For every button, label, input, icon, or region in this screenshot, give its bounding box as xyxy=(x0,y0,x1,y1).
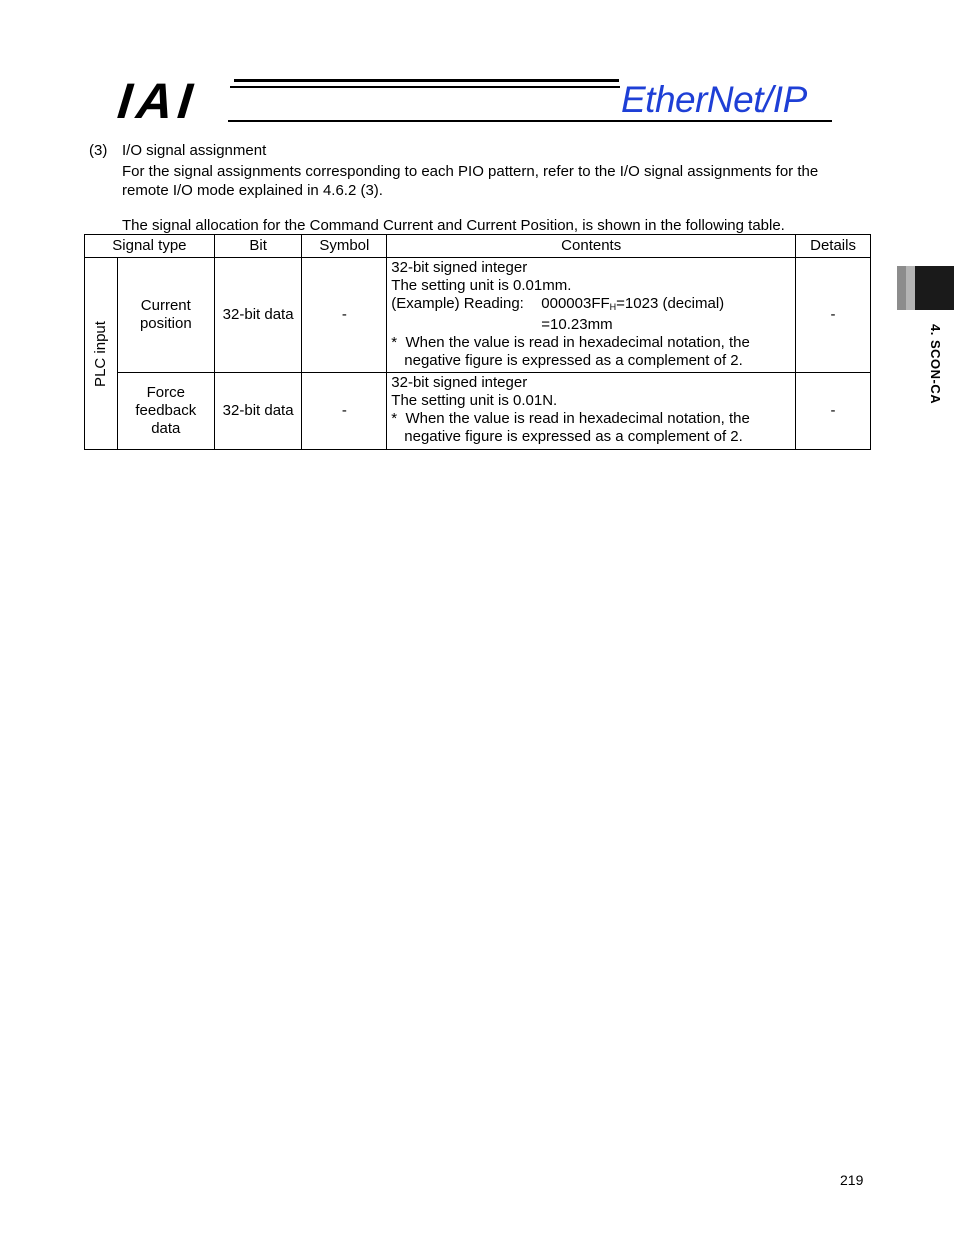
table-row xyxy=(85,258,871,373)
chapter-label: 4. SCON-CA xyxy=(928,324,943,405)
note-line xyxy=(391,334,791,352)
details-cell: - xyxy=(796,258,871,373)
hex-subscript: H xyxy=(609,302,617,312)
header-details: Details xyxy=(796,235,871,258)
details-cell: - xyxy=(796,373,871,450)
example-decimal: =1023 (decimal) xyxy=(616,295,725,312)
contents-line: The setting unit is 0.01N. xyxy=(391,392,558,409)
contents-line: The setting unit is 0.01mm. xyxy=(391,277,572,294)
header-rule-top xyxy=(234,79,619,82)
note-mark: * xyxy=(391,410,398,427)
note-text: When the value is read in hexadecimal notation, the xyxy=(405,410,750,427)
signal-cell: Current position xyxy=(117,258,214,373)
paragraph-signal-assignment: For the signal assignments corresponding to each PIO pattern, refer to the I/O signal assignments for the remote I/O mode explained in 4.6.2 (3). xyxy=(122,163,819,199)
symbol-cell: - xyxy=(302,258,387,373)
header-rule-bottom xyxy=(228,120,832,122)
example-value: 000003FF xyxy=(541,295,610,312)
tab-block xyxy=(915,266,954,310)
table-header-row xyxy=(85,235,871,258)
example-line xyxy=(391,295,791,316)
bit-cell: 32-bit data xyxy=(214,258,302,373)
tab-stripe xyxy=(906,266,915,310)
symbol-cell: - xyxy=(302,373,387,450)
contents-cell xyxy=(387,258,796,373)
header-symbol: Symbol xyxy=(302,235,387,258)
iai-logo: IAI xyxy=(115,73,200,129)
example-continuation: =10.23mm xyxy=(541,316,613,333)
signal-table xyxy=(84,234,871,450)
header-signal-type: Signal type xyxy=(85,235,215,258)
header-contents: Contents xyxy=(387,235,796,258)
contents-line: 32-bit signed integer xyxy=(391,259,528,276)
note-text: When the value is read in hexadecimal notation, the xyxy=(405,334,750,351)
group-cell xyxy=(85,258,118,450)
page-header xyxy=(115,73,836,129)
note-line: negative figure is expressed as a complement of 2. xyxy=(404,428,743,445)
ethernet-ip-logo: EtherNet/IP xyxy=(621,79,807,120)
signal-cell: Force feedback data xyxy=(117,373,214,450)
contents-cell xyxy=(387,373,796,450)
table-row xyxy=(85,373,871,450)
plc-input-label: PLC input xyxy=(91,320,109,387)
page-number: 219 xyxy=(840,1172,864,1188)
note-line: negative figure is expressed as a complement of 2. xyxy=(404,352,743,369)
section-number: (3) xyxy=(89,142,108,159)
contents-line: 32-bit signed integer xyxy=(391,374,528,391)
section-title: I/O signal assignment xyxy=(122,142,267,159)
section-heading xyxy=(89,142,266,159)
example-label: (Example) Reading: xyxy=(391,295,524,312)
tab-stripe xyxy=(897,266,906,310)
header-bit: Bit xyxy=(214,235,302,258)
bit-cell: 32-bit data xyxy=(214,373,302,450)
note-mark: * xyxy=(391,334,398,351)
header-rule-top-thin xyxy=(230,86,620,88)
note-line xyxy=(391,410,791,428)
paragraph-table-intro: The signal allocation for the Command Current and Current Position, is shown in the following table. xyxy=(122,217,785,234)
chapter-tab xyxy=(897,266,954,310)
